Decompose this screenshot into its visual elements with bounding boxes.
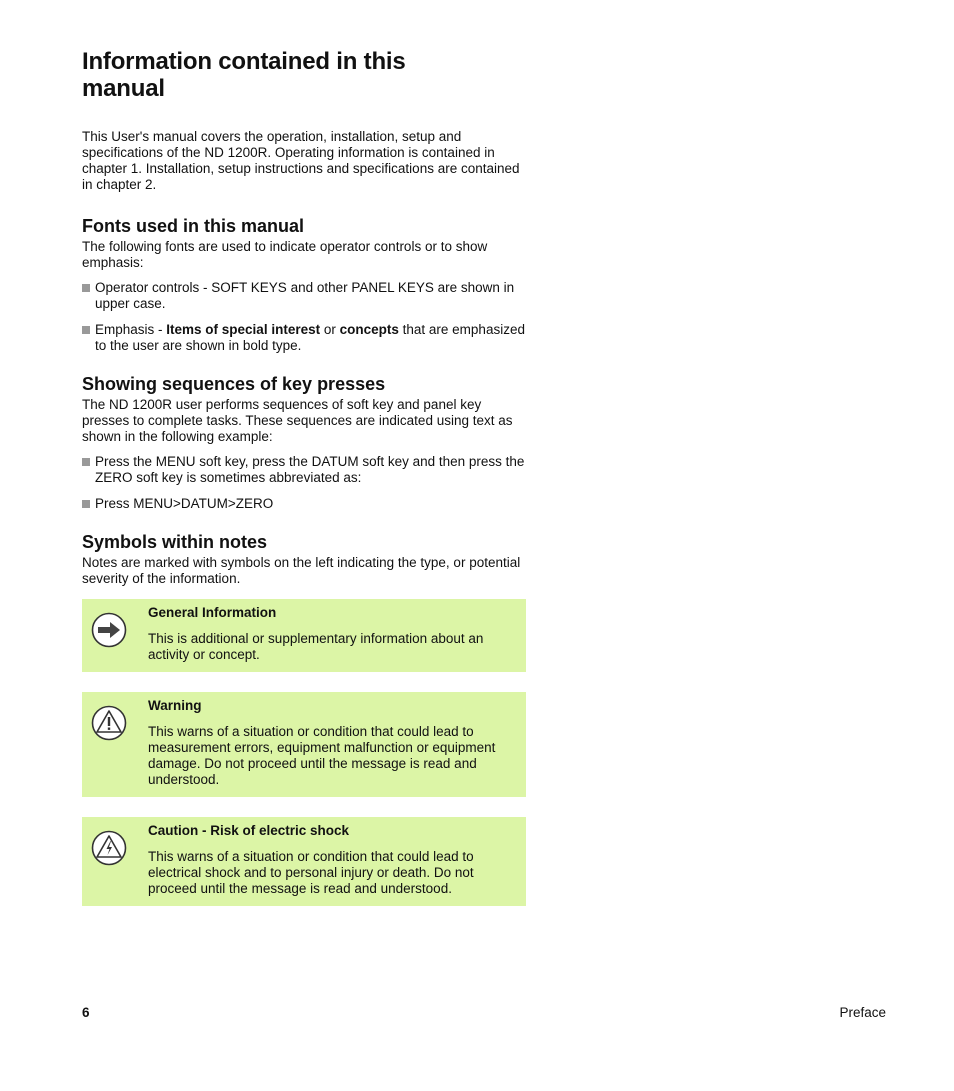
page-content [82,48,526,926]
bullet-square-icon [82,500,90,508]
note-text: This is additional or supplementary information about an activity or concept. [148,631,484,662]
note-text: This warns of a situation or condition that could lead to electrical shock and to personal injury or death. Do not proceed until the message is read and understood. [148,849,474,896]
bold-emphasis-text: concepts [339,322,399,337]
note-text: This warns of a situation or condition that could lead to measurement errors, equipment malfunction or equipment damage. Do not proceed until the message is read and understood. [148,724,496,787]
sequences-heading: Showing sequences of key presses [82,374,386,394]
bullet-square-icon [82,458,90,466]
sequences-section [82,374,526,512]
list-item [82,322,526,354]
bullet-square-icon [82,326,90,334]
bullet-text: Press the MENU soft key, press the DATUM soft key and then press the ZERO soft key is sometimes abbreviated as: [95,454,525,485]
note-title: General Information [148,605,277,620]
bullet-text-prefix: Emphasis - [95,322,167,337]
bullet-text-suffix: that are emphasized to the user are shown in bold type. [95,322,525,353]
bullet-text-mid: or [320,322,340,337]
list-item [82,496,526,512]
footer-section-name: Preface [839,1005,886,1020]
note-title: Caution - Risk of electric shock [148,823,350,838]
fonts-section [82,216,526,354]
bullet-text: Press MENU>DATUM>ZERO [95,496,274,511]
symbols-section [82,532,526,587]
arrow-right-icon [91,612,127,648]
note-electric-shock [82,817,526,906]
intro-paragraph: This User's manual covers the operation, installation, setup and specifications of the ND 1200R. Operating information is contained in chapter 1. Installation, setup instructions and specifications are contained in chapter 2. [82,129,520,192]
sequences-lead: The ND 1200R user performs sequences of soft key and panel key presses to complete tasks. These sequences are indicated using text as shown in the following example: [82,397,513,444]
note-general-information [82,599,526,672]
note-warning [82,692,526,797]
list-item [82,280,526,312]
symbols-heading: Symbols within notes [82,532,268,552]
list-item [82,454,526,486]
fonts-heading: Fonts used in this manual [82,216,305,236]
page-title: Information contained in this manual [82,48,406,102]
page-number: 6 [82,1005,90,1020]
bullet-text: Operator controls - SOFT KEYS and other PANEL KEYS are shown in upper case. [95,280,515,311]
fonts-lead: The following fonts are used to indicate operator controls or to show emphasis: [82,239,488,270]
warning-triangle-icon [91,705,127,741]
symbols-lead: Notes are marked with symbols on the left indicating the type, or potential severity of the information. [82,555,521,586]
bullet-square-icon [82,284,90,292]
note-title: Warning [148,698,202,713]
electric-shock-icon [91,830,127,866]
bold-emphasis-text: Items of special interest [166,322,321,337]
